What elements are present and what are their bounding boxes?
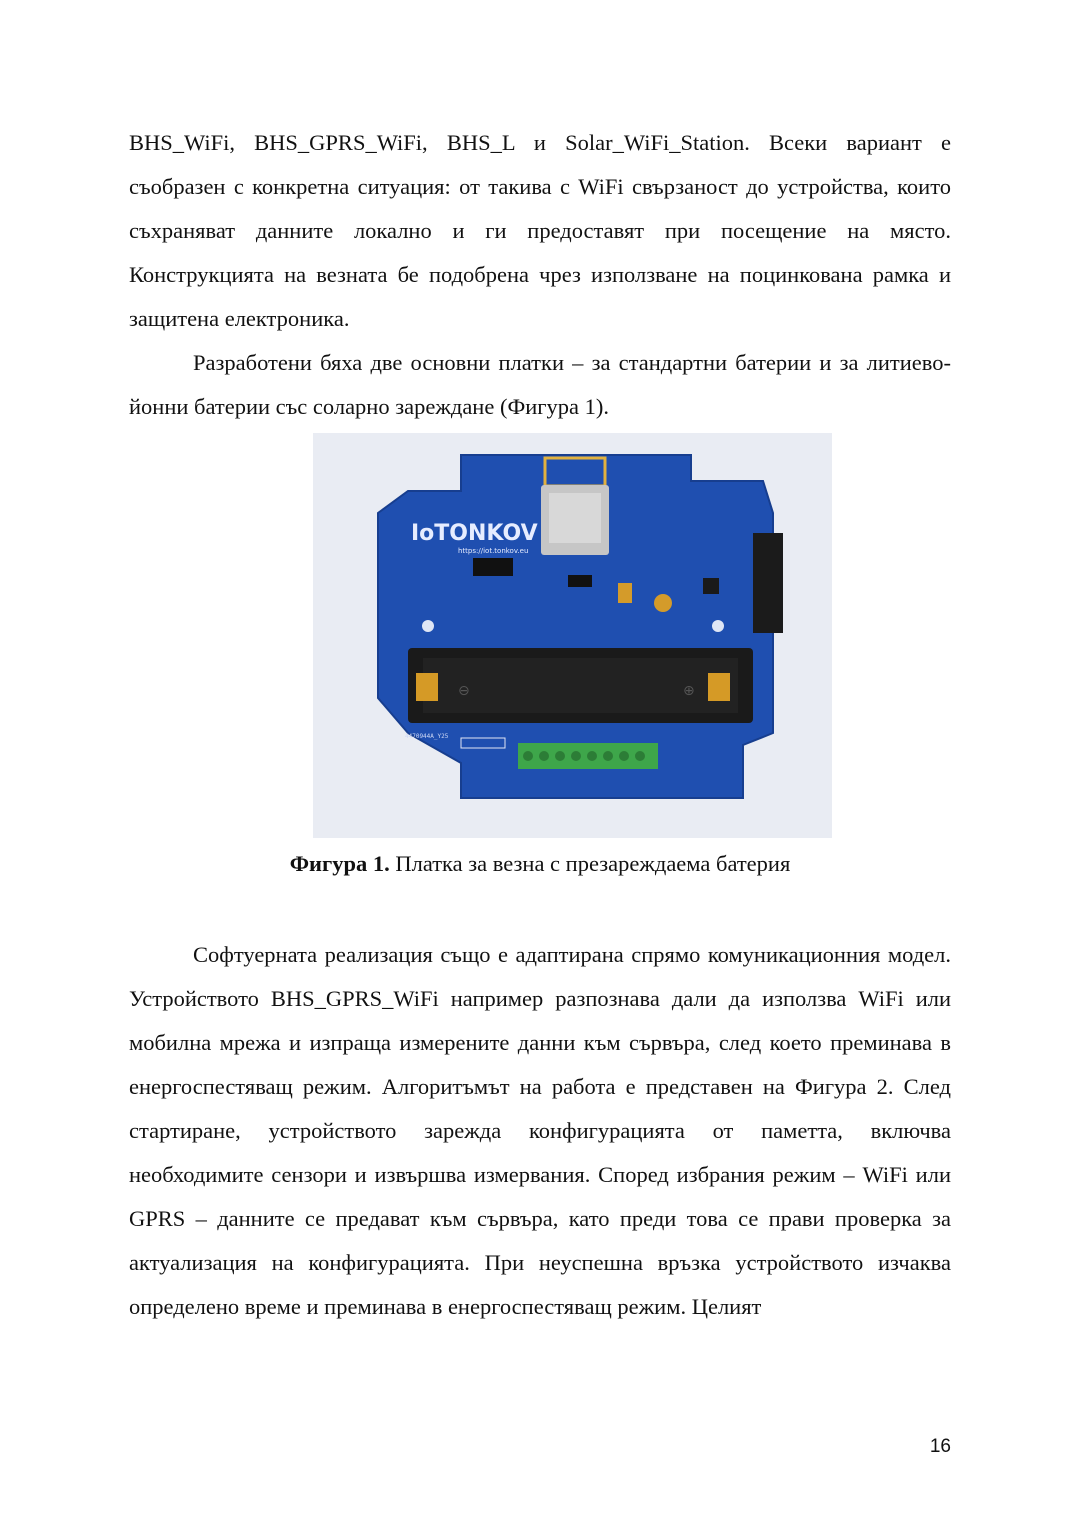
terminal-block (518, 743, 658, 769)
paragraph-1: BHS_WiFi, BHS_GPRS_WiFi, BHS_L и Solar_WiFi_Station. Всеки вариант е съобразен с конкретна ситуация: от такива с WiFi свързаност до устройства, които съхраняват данните локално и ги предоставят при посещение на място. Конструкцията на везната бе подобрена чрез използване на поцинкована рамка и защитена електроника. (129, 130, 951, 331)
figure-caption (129, 848, 951, 880)
battery-holder (408, 648, 753, 723)
board-serial: 4470944A_Y25 (405, 733, 449, 740)
pcb-board-image (313, 433, 832, 838)
board-logo: IoTONKOV (411, 521, 538, 546)
figure-1-photo (313, 433, 832, 838)
paragraph-3: Софтуерната реализация също е адаптирана спрямо комуникационния модел. Устройството BHS_GPRS_WiFi например разпознава дали да използва WiFi или мобилна мрежа и изпраща измерените данни към сървъра, след което преминава в енергоспестяващ режим. Алгоритъмът на работа е представен на Фигура 2. След стартиране, устройството зарежда конфигурацията от паметта, включва необходимите сензори и извършва измервания. Според избрания режим – WiFi или GPRS – данните се предават към сървъра, като преди това се прави проверка за актуализация на конфигурацията. При неуспешна връзка устройството изчаква определено време и преминава в енергоспестяващ режим. Целият (129, 942, 951, 1319)
esp-module (541, 458, 609, 555)
svg-text:⊖: ⊖ (458, 683, 470, 699)
board-url: https://iot.tonkov.eu (458, 547, 529, 555)
figure-caption-text: Платка за везна с презареждаема батерия (389, 851, 791, 876)
svg-text:⊕: ⊕ (683, 683, 695, 699)
page-number: 16 (929, 1436, 951, 1457)
figure-caption-label: Фигура 1. (289, 851, 390, 876)
paragraph-2: Разработени бяха две основни платки – за стандартни батерии и за литиево-йонни батерии със соларно зареждане (Фигура 1). (129, 350, 951, 419)
